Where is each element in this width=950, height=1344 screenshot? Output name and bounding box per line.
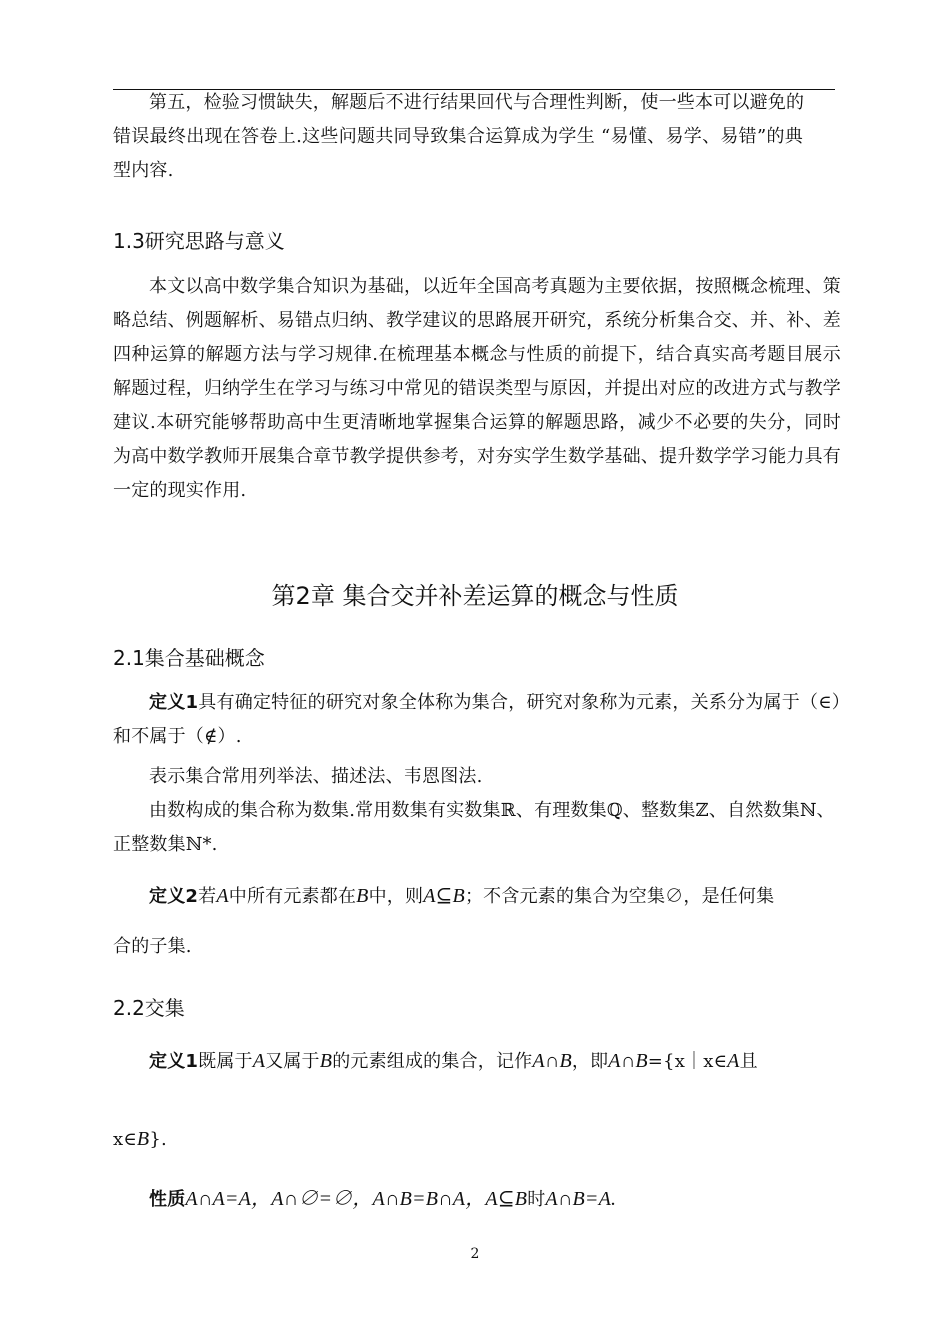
chapter-heading-2: 第2章 集合交并补差运算的概念与性质	[271, 582, 679, 610]
definition-intersection-notation-2: A∩B	[608, 1050, 648, 1072]
definition-2-set-b: B	[356, 885, 369, 907]
definition-intersection-text-2: 又属于	[265, 1051, 320, 1072]
definition-intersection-set-b: B	[319, 1050, 333, 1072]
definition-intersection-text-8: }.	[149, 1129, 167, 1150]
definition-1-text: 具有确定特征的研究对象全体称为集合，研究对象称为元素，关系分为属于（∈）和不属于（∉）.	[113, 692, 841, 747]
paragraph-fifth	[113, 86, 835, 188]
paragraph-fifth-rest: 错误最终出现在答卷上.这些问题共同导致集合运算成为学生 “易懂、易学、易错”的典型内容.	[113, 126, 803, 181]
definition-1	[113, 686, 841, 754]
definition-intersection-set-a-2: A	[727, 1050, 740, 1072]
definition-2-set-a: A	[216, 885, 229, 907]
page-number: 2	[470, 1246, 480, 1262]
property-formula-1: A∩A=A，A∩∅=∅，A∩B=B∩A，A⊆B	[185, 1188, 528, 1210]
representation-line: 表示集合常用列举法、描述法、韦恩图法.	[149, 766, 483, 787]
number-sets-line: 由数构成的集合称为数集.常用数集有实数集ℝ、有理数集ℚ、整数集ℤ、自然数集ℕ、正整数集ℕ*.	[113, 800, 835, 855]
paragraph-fifth-line1: 第五，检验习惯缺失，解题后不进行结果回代与合理性判断，使一些本可以避免的	[149, 92, 805, 113]
property-label: 性质	[149, 1189, 186, 1210]
definition-2-text-2: 中所有元素都在	[228, 886, 357, 907]
definition-2-text-3: 中，则	[368, 886, 424, 907]
property-intersection	[113, 1182, 843, 1217]
definition-2-continued: 合的子集.	[113, 936, 192, 957]
definition-intersection-text-4: ，即	[571, 1051, 609, 1072]
definition-2-text-1: 若	[198, 886, 217, 907]
property-text: 时	[527, 1189, 546, 1210]
definition-2-label: 定义2	[149, 886, 199, 907]
definition-intersection-text-3: 的元素组成的集合，记作	[332, 1051, 533, 1072]
paragraph-1-3: 本文以高中数学集合知识为基础，以近年全国高考真题为主要依据，按照概念梳理、策略总结、例题解析、易错点归纳、教学建议的思路展开研究，系统分析集合交、并、补、差四种运算的解题方法与学习规律.在梳理基本概念与性质的前提下，结合真实高考题目展示解题过程，归纳学生在学习与练习中常见的错误类型与原因，并提出对应的改进方式与教学建议.本研究能够帮助高中生更清晰地掌握集合运算的解题思路，减少不必要的失分，同时为高中数学教师开展集合章节教学提供参考，对夯实学生数学基础、提升数学学习能力具有一定的现实作用.	[113, 276, 841, 501]
definition-intersection-continued	[113, 1122, 843, 1157]
definition-1-label: 定义1	[149, 692, 199, 713]
definition-intersection-text-1: 既属于	[198, 1051, 253, 1072]
definition-intersection-text-5: ={x｜x∈	[647, 1051, 728, 1072]
definition-intersection-label: 定义1	[149, 1051, 199, 1072]
definition-intersection-text-6: 且	[739, 1051, 758, 1072]
section-heading-2-1: 2.1集合基础概念	[113, 646, 265, 670]
definition-intersection-text-7: x∈	[113, 1129, 137, 1150]
definition-intersection-set-a: A	[252, 1050, 266, 1072]
definition-2-text-4: ；不含元素的集合为空集∅，是任何集	[464, 886, 775, 907]
definition-intersection	[113, 1044, 843, 1079]
section-heading-2-2: 2.2交集	[113, 996, 185, 1020]
section-heading-1-3: 1.3研究思路与意义	[113, 229, 285, 253]
property-formula-2: A∩B=A.	[545, 1188, 617, 1210]
definition-2	[113, 878, 843, 915]
definition-2-subset: A⊆B	[423, 885, 465, 907]
definition-intersection-notation: A∩B	[532, 1050, 572, 1072]
definition-intersection-set-b-2: B	[136, 1128, 150, 1150]
